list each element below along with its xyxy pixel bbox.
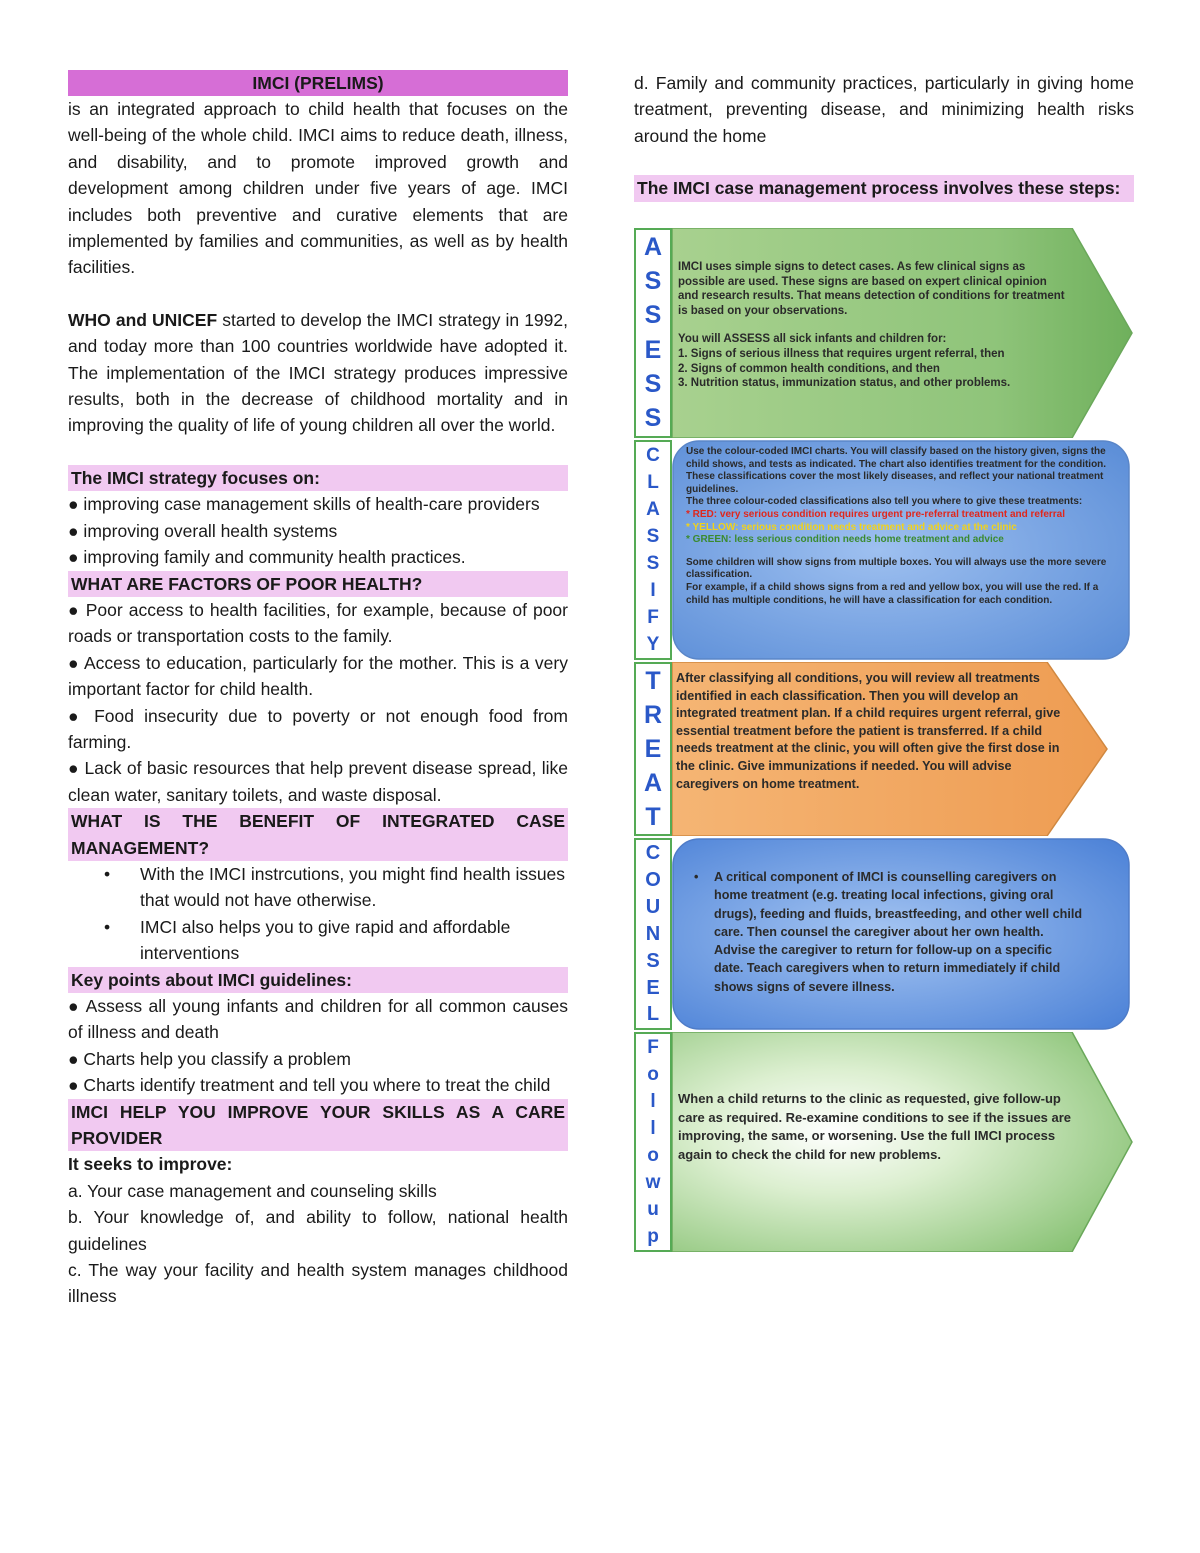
left-column <box>68 70 568 1310</box>
followup-letter: o <box>647 1145 659 1166</box>
treat-box <box>672 662 1134 836</box>
assess-letter: S <box>644 266 662 295</box>
classify-yellow-line: * YELLOW: serious condition needs treatment and advice at the clinic <box>686 521 1017 533</box>
treat-letter: E <box>644 734 662 763</box>
classify-letter: S <box>646 553 660 574</box>
factors-header: WHAT ARE FACTORS OF POOR HEALTH? <box>68 571 568 597</box>
seeks-item: c. The way your facility and health system manages childhood illness <box>68 1260 568 1307</box>
key-item: ● Charts identify treatment and tell you where to treat the child <box>68 1075 551 1096</box>
who-paragraph <box>68 307 568 439</box>
counsel-step <box>634 838 1134 1030</box>
focus-item: ● improving overall health systems <box>68 520 338 541</box>
key-item: ● Assess all young infants and children for all common causes of illness and death <box>68 996 568 1043</box>
focus-item: ● improving family and community health practices. <box>68 547 466 568</box>
benefit-list <box>68 861 568 967</box>
assess-letter: S <box>644 301 662 330</box>
classify-para1: Use the colour-coded IMCI charts. You will classify based on the history given, signs the child shows, and tests as indicated. The chart also identifies treatment for the condition. These classifications cover the most likely diseases, and reflect your national treatment guidelines. <box>686 446 1107 495</box>
treat-letter: R <box>643 700 663 729</box>
classify-letter: Y <box>646 634 660 655</box>
classify-para4: For example, if a child shows signs from a red and yellow box, you will use the red. If a child has multiple conditions, he will have a classification for each condition. <box>686 581 1099 606</box>
counsel-letter: S <box>646 949 660 972</box>
followup-step <box>634 1032 1134 1252</box>
imci-process-diagram <box>634 228 1134 1254</box>
classify-para3: Some children will show signs from multiple boxes. You will always use the more severe classification. <box>686 556 1107 581</box>
key-header: Key points about IMCI guidelines: <box>68 967 568 993</box>
seeks-label: It seeks to improve: <box>68 1154 233 1175</box>
who-bold: WHO and UNICEF <box>68 309 218 330</box>
counsel-letter: O <box>645 869 661 892</box>
followup-letter: l <box>650 1118 656 1139</box>
followup-letter: o <box>647 1064 659 1085</box>
treat-text: After classifying all conditions, you will review all treatments identified in each classification. Then you will develop an integrated treatment plan. If a child requires urgent referral, give essential treatment before the patient is transferred. If a child needs treatment at the clinic, you will often give the first dose in the clinic. Give immunizations if needed. You will advise caregivers on home treatment. <box>676 671 1061 791</box>
counsel-letters <box>634 838 672 1030</box>
classify-step <box>634 440 1134 660</box>
counsel-letter: L <box>646 1003 660 1026</box>
classify-box <box>672 440 1134 660</box>
followup-letter: w <box>645 1172 661 1193</box>
followup-letter: p <box>647 1226 659 1247</box>
assess-box <box>672 228 1134 438</box>
assess-list-item: 3. Nutrition status, immunization status, and other problems. <box>678 377 1011 390</box>
focus-item: ● improving case management skills of health-care providers <box>68 494 540 515</box>
assess-letter: S <box>644 404 662 433</box>
focus-header: The IMCI strategy focuses on: <box>68 465 568 491</box>
followup-letter: l <box>650 1091 656 1112</box>
classify-red-line: * RED: very serious condition requires urgent pre-referral treatment and referral <box>686 508 1065 520</box>
counsel-box <box>672 838 1134 1030</box>
benefit-item: • With the IMCI instrcutions, you might find health issues that would not have otherwise. <box>140 861 568 914</box>
classify-green-line: * GREEN: less serious condition needs home treatment and advice <box>686 534 1004 546</box>
assess-letters <box>634 228 672 438</box>
counsel-text <box>694 868 1084 996</box>
benefit-header: WHAT IS THE BENEFIT OF INTEGRATED CASE MANAGEMENT? <box>68 808 568 861</box>
who-rest: started to develop the IMCI strategy in 1992, and today more than 100 countries worldwide have adopted it. The implementation of the IMCI strategy produces impressive results, both in the decrease of childhood mortality and in improving the quality of life of young children all over the world. <box>68 309 568 436</box>
right-column <box>634 70 1134 202</box>
benefit-item: • IMCI also helps you to give rapid and affordable interventions <box>140 914 568 967</box>
assess-step <box>634 228 1134 438</box>
followup-letter: F <box>647 1037 659 1058</box>
classify-text <box>686 446 1116 607</box>
treat-step <box>634 662 1134 836</box>
assess-para2: You will ASSESS all sick infants and children for: <box>678 333 947 346</box>
treat-letter: A <box>643 768 663 797</box>
counsel-letter: E <box>646 976 660 999</box>
intro-paragraph: is an integrated approach to child health that focuses on the well-being of the whole child. IMCI aims to reduce death, illness, and disability, and to promote improved growth and development among children under five years of age. IMCI includes both preventive and curative elements that are implemented by families and communities, as well as by health facilities. <box>68 99 568 278</box>
assess-list-item: 2. Signs of common health conditions, and then <box>678 362 940 375</box>
factor-item: ● Poor access to health facilities, for example, because of poor roads or transportation costs to the family. <box>68 599 568 647</box>
followup-text: When a child returns to the clinic as requested, give follow-up care as required. Re-examine conditions to see if the issues are improving, the same, or worsening. Use the full IMCI process again to check the child for new problems. <box>678 1091 1072 1162</box>
seeks-item: a. Your case management and counseling skills <box>68 1180 437 1201</box>
process-header: The IMCI case management process involves these steps: <box>634 175 1134 201</box>
page-title: IMCI (PRELIMS) <box>68 70 568 96</box>
treat-letter: T <box>645 802 661 831</box>
assess-list-item: 1. Signs of serious illness that requires urgent referral, then <box>678 347 1005 360</box>
classify-letter: L <box>647 472 659 493</box>
assess-para1: IMCI uses simple signs to detect cases. As few clinical signs as possible are used. These signs are based on expert clinical opinion and research results. That means detection of conditions for treatment is based on your observations. <box>678 261 1065 317</box>
key-item: ● Charts help you classify a problem <box>68 1048 351 1069</box>
skills-header: IMCI HELP YOU IMPROVE YOUR SKILLS AS A CARE PROVIDER <box>68 1099 568 1152</box>
classify-letter: C <box>646 445 660 466</box>
counsel-letter: U <box>645 896 661 919</box>
assess-letter: A <box>643 232 663 261</box>
followup-letters <box>634 1032 672 1252</box>
classify-letter: A <box>646 499 660 520</box>
factor-item: ● Lack of basic resources that help prevent disease spread, like clean water, sanitary toilets, and waste disposal. <box>68 758 568 805</box>
followup-box <box>672 1032 1134 1252</box>
factor-item: ● Food insecurity due to poverty or not enough food from farming. <box>68 705 568 752</box>
classify-letter: F <box>647 607 659 628</box>
treat-letter: T <box>645 666 661 695</box>
classify-para2: The three colour-coded classifications also tell you where to give these treatments: <box>686 496 1083 508</box>
counsel-letter: N <box>645 922 661 945</box>
assess-letter: E <box>644 335 662 364</box>
counsel-letter: C <box>645 842 661 865</box>
family-item: d. Family and community practices, particularly in giving home treatment, preventing disease, and minimizing health risks around the home <box>634 73 1134 146</box>
followup-letter: u <box>647 1199 659 1220</box>
factor-item: ● Access to education, particularly for the mother. This is a very important factor for child health. <box>68 652 568 700</box>
assess-letter: S <box>644 369 662 398</box>
classify-letters <box>634 440 672 660</box>
counsel-bullet-icon: • <box>694 870 699 884</box>
assess-text <box>678 260 1070 391</box>
classify-letter: I <box>650 580 656 601</box>
seeks-item: b. Your knowledge of, and ability to follow, national health guidelines <box>68 1207 568 1254</box>
counsel-text-body: A critical component of IMCI is counselling caregivers on home treatment (e.g. treating local infections, giving oral drugs), feeding and fluids, breastfeeding, and other well child care. Then counsel the caregiver about her own health. Advise the caregiver to return for follow-up on a specific date. Teach caregivers when to return immediately if child shows signs of severe illness. <box>714 870 1083 994</box>
classify-letter: S <box>646 526 660 547</box>
treat-letters <box>634 662 672 836</box>
